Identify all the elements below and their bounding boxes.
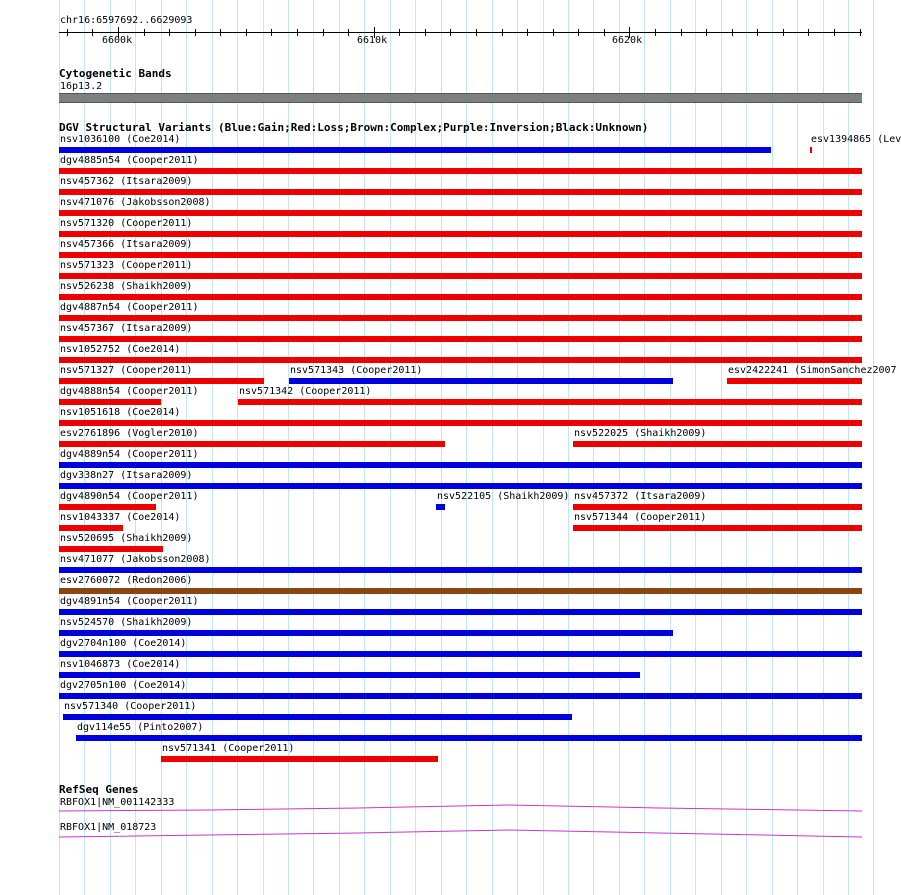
variant-label-nsv471077: nsv471077 (Jakobsson2008) [60,554,211,565]
grid-line [797,0,798,895]
variant-bar-nsv571344[interactable] [573,525,862,531]
variant-label-nsv522105: nsv522105 (Shaikh2009) [437,491,570,502]
grid-line [644,0,645,895]
grid-line [441,0,442,895]
ruler-tick [860,29,861,36]
ruler-tick [348,29,349,36]
grid-line [492,0,493,895]
variant-label-dgv2705n100: dgv2705n100 (Coe2014) [60,680,187,691]
ruler-axis [59,32,862,33]
variant-label-nsv471076: nsv471076 (Jakobsson2008) [60,197,211,208]
ruler-tick [450,29,451,36]
grid-line [593,0,594,895]
ruler-tick-label-6620k: 6620k [612,35,643,46]
variant-bar-dgv4891n54[interactable] [59,609,862,615]
variant-bar-nsv522105[interactable] [436,504,445,510]
ruler-tick [144,29,145,36]
variant-bar-nsv457372[interactable] [573,504,862,510]
grid-line [568,0,569,895]
ruler-tick [399,29,400,36]
gene-model-nm-001142333[interactable] [59,804,862,816]
variant-bar-nsv524570[interactable] [59,630,673,636]
ruler-tick [655,29,656,36]
ruler-tick [67,29,68,36]
variant-bar-esv2761896[interactable] [59,441,445,447]
variant-bar-nsv1043337[interactable] [59,525,123,531]
grid-line [772,0,773,895]
variant-label-nsv1043337: nsv1043337 (Coe2014) [60,512,181,523]
variant-label-nsv1036100: nsv1036100 (Coe2014) [60,134,181,145]
ruler-tick [323,29,324,36]
variant-bar-nsv1036100[interactable] [59,147,771,153]
ruler-tick [297,29,298,36]
variant-bar-nsv571343[interactable] [289,378,673,384]
variant-bar-nsv471077[interactable] [59,567,862,573]
variant-bar-nsv457367[interactable] [59,336,862,342]
ruler-tick [502,29,503,36]
variant-bar-dgv4887n54[interactable] [59,315,862,321]
variant-label-nsv1052752: nsv1052752 (Coe2014) [60,344,181,355]
variant-bar-nsv571323[interactable] [59,273,862,279]
gene-label-nm-001142333: RBFOX1|NM_001142333 [60,797,175,808]
ruler-tick [169,29,170,36]
ruler-tick [578,29,579,36]
variant-bar-dgv2704n100[interactable] [59,651,862,657]
ruler-tick [271,29,272,36]
variant-bar-esv1394865[interactable] [810,147,812,153]
variant-label-nsv571343: nsv571343 (Cooper2011) [290,365,423,376]
variant-bar-nsv457362[interactable] [59,189,862,195]
ruler-tick [527,29,528,36]
variant-label-dgv4885n54: dgv4885n54 (Cooper2011) [60,155,199,166]
ruler-tick [681,29,682,36]
position-label: chr16:6597692..6629093 [60,15,193,26]
variant-label-esv2761896: esv2761896 (Vogler2010) [60,428,199,439]
variant-bar-nsv571327[interactable] [59,378,264,384]
ruler-tick [783,29,784,36]
ruler-tick [553,29,554,36]
variant-bar-esv2760072[interactable] [59,588,862,594]
ruler-tick [195,29,196,36]
grid-line [721,0,722,895]
variant-bar-nsv571320[interactable] [59,231,862,237]
variant-label-nsv571340: nsv571340 (Cooper2011) [64,701,197,712]
ruler-tick [476,29,477,36]
ruler-tick [808,29,809,36]
variant-label-nsv526238: nsv526238 (Shaikh2009) [60,281,193,292]
variant-bar-nsv571342[interactable] [238,399,862,405]
variant-bar-nsv471076[interactable] [59,210,862,216]
dgv-track-title[interactable]: DGV Structural Variants (Blue:Gain;Red:Loss;Brown:Complex;Purple:Inversion;Black:Unknown) [59,121,649,134]
variant-label-dgv114e55: dgv114e55 (Pinto2007) [77,722,204,733]
grid-line [466,0,467,895]
grid-line [619,0,620,895]
ruler-tick [246,29,247,36]
variant-bar-dgv4885n54[interactable] [59,168,862,174]
variant-bar-nsv520695[interactable] [59,546,163,552]
variant-label-dgv338n27: dgv338n27 (Itsara2009) [60,470,193,481]
ruler-tick [220,29,221,36]
variant-label-nsv457362: nsv457362 (Itsara2009) [60,176,193,187]
variant-bar-dgv4888n54[interactable] [59,399,161,405]
gene-label-nm-018723: RBFOX1|NM_018723 [60,822,157,833]
gene-model-nm-018723[interactable] [59,829,862,841]
variant-bar-dgv114e55[interactable] [76,735,862,741]
grid-line [543,0,544,895]
variant-label-dgv4888n54: dgv4888n54 (Cooper2011) [60,386,199,397]
variant-label-nsv571320: nsv571320 (Cooper2011) [60,218,193,229]
ruler-tick [425,29,426,36]
variant-label-nsv571342: nsv571342 (Cooper2011) [239,386,372,397]
variant-label-nsv1046873: nsv1046873 (Coe2014) [60,659,181,670]
variant-label-esv2422241: esv2422241 (SimonSanchez2007 [728,365,897,376]
ruler-tick [834,29,835,36]
ruler-tick-label-6600k: 6600k [102,35,133,46]
variant-bar-dgv4889n54[interactable] [59,462,862,468]
cytoband-label: 16p13.2 [60,81,103,92]
variant-label-nsv571323: nsv571323 (Cooper2011) [60,260,193,271]
variant-label-nsv457372: nsv457372 (Itsara2009) [574,491,707,502]
ruler-tick [732,29,733,36]
ruler-tick [604,29,605,36]
ruler-tick [92,29,93,36]
variant-label-nsv457366: nsv457366 (Itsara2009) [60,239,193,250]
refseq-track-title[interactable]: RefSeq Genes [59,783,139,796]
variant-label-nsv571344: nsv571344 (Cooper2011) [574,512,707,523]
variant-bar-esv2422241[interactable] [727,378,862,384]
variant-label-nsv522025: nsv522025 (Shaikh2009) [574,428,707,439]
variant-label-dgv4890n54: dgv4890n54 (Cooper2011) [60,491,199,502]
variant-label-nsv1051618: nsv1051618 (Coe2014) [60,407,181,418]
variant-bar-nsv1052752[interactable] [59,357,862,363]
variant-bar-dgv4890n54[interactable] [59,504,156,510]
grid-line [670,0,671,895]
ruler-tick [757,29,758,36]
variant-label-dgv4889n54: dgv4889n54 (Cooper2011) [60,449,199,460]
variant-bar-nsv1051618[interactable] [59,420,862,426]
grid-line [746,0,747,895]
variant-bar-nsv1046873[interactable] [59,672,640,678]
variant-label-dgv4891n54: dgv4891n54 (Cooper2011) [60,596,199,607]
variant-label-nsv571341: nsv571341 (Cooper2011) [162,743,295,754]
variant-label-nsv520695: nsv520695 (Shaikh2009) [60,533,193,544]
variant-bar-dgv2705n100[interactable] [59,693,862,699]
grid-line [695,0,696,895]
ruler-tick [706,29,707,36]
variant-bar-dgv338n27[interactable] [59,483,862,489]
cytoband-track-title[interactable]: Cytogenetic Bands [59,67,172,80]
grid-line [517,0,518,895]
variant-label-dgv4887n54: dgv4887n54 (Cooper2011) [60,302,199,313]
cytoband-bar[interactable] [59,93,862,103]
variant-label-nsv524570: nsv524570 (Shaikh2009) [60,617,193,628]
ruler-tick-label-6610k: 6610k [357,35,388,46]
variant-label-esv1394865: esv1394865 (Lev [811,134,901,145]
variant-label-nsv571327: nsv571327 (Cooper2011) [60,365,193,376]
variant-bar-nsv526238[interactable] [59,294,862,300]
variant-bar-nsv571341[interactable] [161,756,438,762]
variant-bar-nsv457366[interactable] [59,252,862,258]
variant-label-dgv2704n100: dgv2704n100 (Coe2014) [60,638,187,649]
variant-label-nsv457367: nsv457367 (Itsara2009) [60,323,193,334]
variant-bar-nsv522025[interactable] [573,441,862,447]
variant-bar-nsv571340[interactable] [63,714,572,720]
variant-label-esv2760072: esv2760072 (Redon2006) [60,575,193,586]
